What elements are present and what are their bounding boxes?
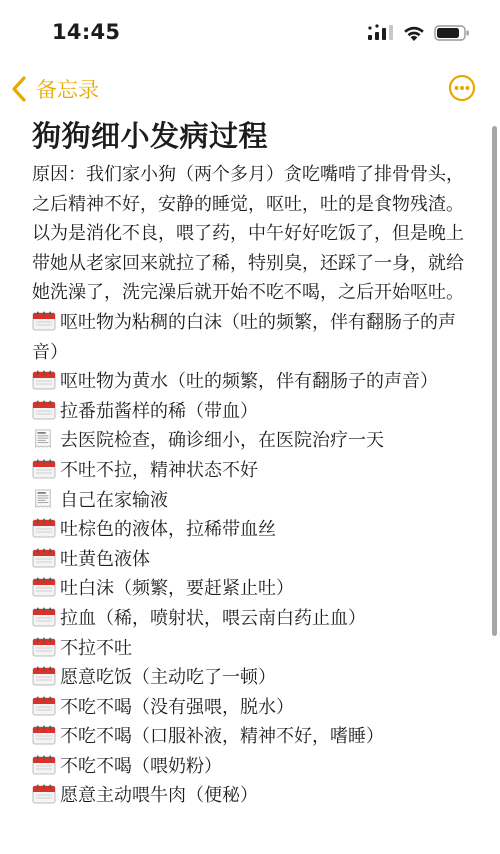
cellular-signal-icon xyxy=(368,24,394,42)
note-entry-text: 不吐不拉，精神状态不好 xyxy=(60,459,258,481)
note-entry-text: 不拉不吐 xyxy=(60,637,132,659)
note-entry-text: 呕吐物为粘稠的白沫（吐的频繁，伴有翻肠子的声音） xyxy=(32,311,456,363)
calendar-icon xyxy=(32,666,56,686)
nav-bar xyxy=(0,70,500,110)
receipt-icon xyxy=(32,429,54,449)
note-entry xyxy=(32,634,472,664)
calendar-icon xyxy=(32,548,56,568)
note-entry xyxy=(32,545,472,575)
note-entry-text: 自己在家输液 xyxy=(60,489,168,511)
note-entry xyxy=(32,308,472,367)
entry-list xyxy=(32,308,472,811)
note-entry-text: 吐棕色的液体，拉稀带血丝 xyxy=(60,519,276,541)
note-title: 狗狗细小发病过程 xyxy=(32,119,269,153)
calendar-icon xyxy=(32,370,56,390)
calendar-icon xyxy=(32,577,56,597)
note-entry-text: 愿意主动喂牛肉（便秘） xyxy=(60,785,258,807)
note-entry-text: 吐白沫（频繁，要赶紧止吐） xyxy=(60,578,294,600)
note-entry-text: 不吃不喝（喂奶粉） xyxy=(60,755,222,777)
note-entry xyxy=(32,604,472,634)
note-entry xyxy=(32,486,472,516)
note-entry xyxy=(32,781,472,811)
wifi-icon xyxy=(403,24,425,42)
chevron-left-icon xyxy=(10,75,28,103)
calendar-icon xyxy=(32,725,56,745)
note-intro: 原因：我们家小狗（两个多月）贪吃嘴啃了排骨骨头，之后精神不好，安静的睡觉，呕吐，吐的是食物残渣。以为是消化不良，喂了药，中午好好吃饭了，但是晚上带她从老家回来就拉了稀，特别臭，还踩了一身，就给她洗澡了，洗完澡后就开始不吃不喝，之后开始呕吐。 xyxy=(32,164,464,304)
note-body[interactable] xyxy=(32,116,472,811)
calendar-icon xyxy=(32,311,56,331)
note-entry-text: 拉番茄酱样的稀（带血） xyxy=(60,400,258,422)
status-icons xyxy=(368,22,470,44)
note-entry-text: 吐黄色液体 xyxy=(60,548,150,570)
scrollbar[interactable] xyxy=(492,126,497,636)
note-entry xyxy=(32,397,472,427)
note-entry xyxy=(32,574,472,604)
note-entry xyxy=(32,426,472,456)
calendar-icon xyxy=(32,400,56,420)
note-entry xyxy=(32,722,472,752)
calendar-icon xyxy=(32,755,56,775)
battery-icon xyxy=(434,24,470,42)
note-entry-text: 不吃不喝（没有强喂，脱水） xyxy=(60,696,294,718)
status-time: 14:45 xyxy=(52,20,121,44)
calendar-icon xyxy=(32,784,56,804)
calendar-icon xyxy=(32,637,56,657)
note-entry-text: 不吃不喝（口服补液，精神不好，嗜睡） xyxy=(60,726,384,748)
back-label: 备忘录 xyxy=(36,78,99,102)
status-bar xyxy=(0,0,500,62)
ellipsis-circle-icon[interactable] xyxy=(448,74,476,102)
note-entry xyxy=(32,456,472,486)
note-entry-text: 呕吐物为黄水（吐的频繁，伴有翻肠子的声音） xyxy=(60,371,438,393)
note-entry xyxy=(32,663,472,693)
calendar-icon xyxy=(32,459,56,479)
note-entry xyxy=(32,515,472,545)
calendar-icon xyxy=(32,696,56,716)
calendar-icon xyxy=(32,607,56,627)
note-entry xyxy=(32,752,472,782)
back-button[interactable] xyxy=(10,74,99,104)
note-entry-text: 拉血（稀，喷射状，喂云南白药止血） xyxy=(60,607,366,629)
note-entry xyxy=(32,693,472,723)
receipt-icon xyxy=(32,489,54,509)
note-entry xyxy=(32,367,472,397)
note-entry-text: 去医院检查，确诊细小，在医院治疗一天 xyxy=(60,430,384,452)
note-entry-text: 愿意吃饭（主动吃了一顿） xyxy=(60,667,276,689)
calendar-icon xyxy=(32,518,56,538)
